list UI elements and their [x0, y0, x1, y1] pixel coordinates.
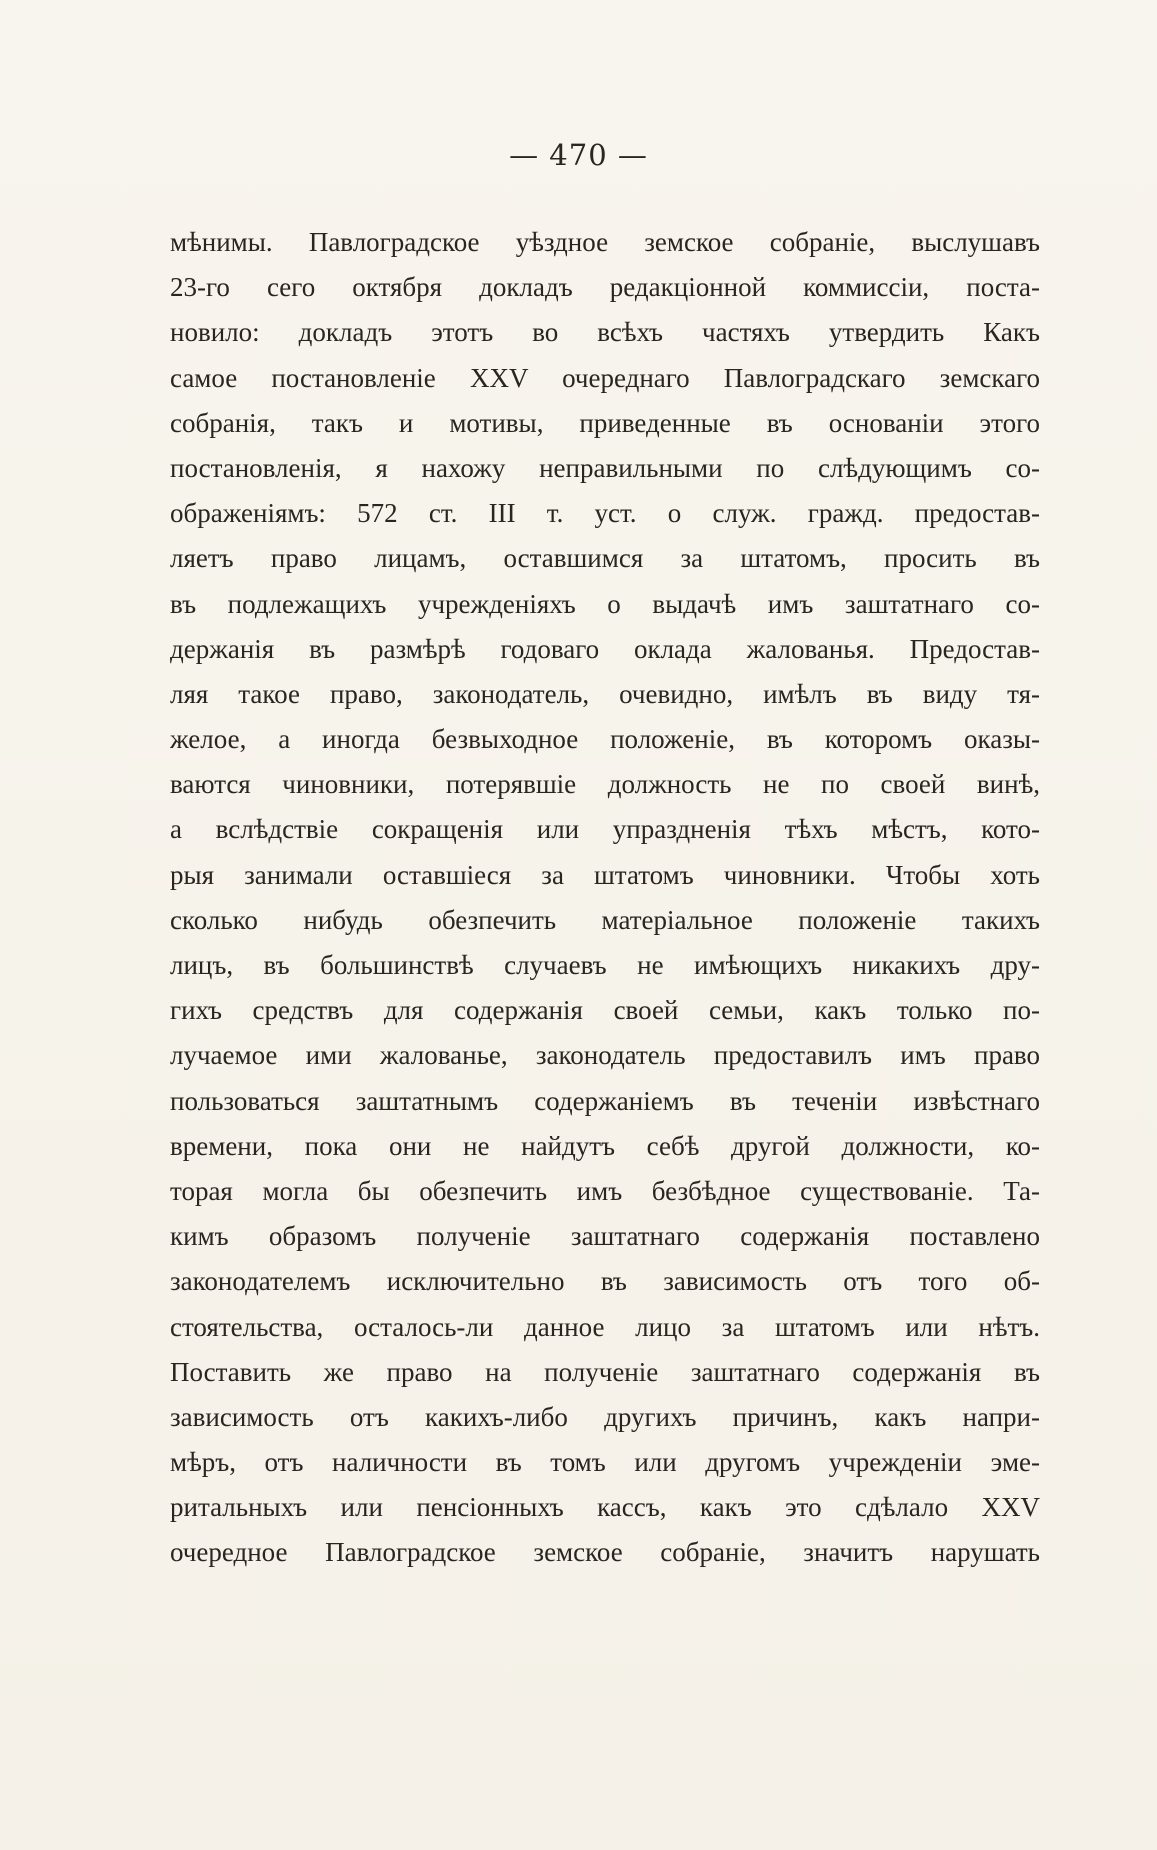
text-line: Поставить же право на полученіе заштатнаго содержанія въ	[170, 1356, 1040, 1387]
text-line: 23-го сего октября докладъ редакціонной коммиссіи, поста-	[170, 272, 1040, 303]
text-line: въ подлежащихъ учрежденіяхъ о выдачѣ имъ заштатнаго со-	[170, 588, 1040, 619]
text-line: самое постановленіе XXV очереднаго Павлоградскаго земскаго	[170, 362, 1040, 393]
text-line: кимъ образомъ полученіе заштатнаго содержанія поставлено	[170, 1221, 1040, 1252]
text-line: ваются чиновники, потерявшіе должность не по своей винѣ,	[170, 769, 1040, 800]
text-line: желое, а иногда безвыходное положеніе, въ которомъ оказы-	[170, 724, 1040, 755]
text-line: ритальныхъ или пенсіонныхъ кассъ, какъ это сдѣлало XXV	[170, 1492, 1040, 1523]
text-line: сколько нибудь обезпечить матеріальное положеніе такихъ	[170, 904, 1040, 935]
text-line: новило: докладъ этотъ во всѣхъ частяхъ утвердить Какъ	[170, 317, 1040, 348]
text-line: зависимость отъ какихъ-либо другихъ причинъ, какъ напри-	[170, 1401, 1040, 1432]
text-line: очередное Павлоградское земское собраніе, значитъ нарушать	[170, 1537, 1040, 1568]
text-line: мѣнимы. Павлоградское уѣздное земское собраніе, выслушавъ	[170, 227, 1040, 257]
text-line: пользоваться заштатнымъ содержаніемъ въ теченіи извѣстнаго	[170, 1085, 1040, 1116]
text-line: законодателемъ исключительно въ зависимость отъ того об-	[170, 1266, 1040, 1297]
page-number: — 470 —	[509, 138, 648, 172]
body-text	[170, 220, 1040, 1576]
text-line: стоятельства, осталось-ли данное лицо за штатомъ или нѣтъ.	[170, 1311, 1040, 1342]
text-line: а вслѣдствіе сокращенія или упраздненія тѣхъ мѣстъ, кото-	[170, 814, 1040, 845]
text-line: ляетъ право лицамъ, оставшимся за штатомъ, просить въ	[170, 543, 1040, 574]
text-line: времени, пока они не найдутъ себѣ другой должности, ко-	[170, 1130, 1040, 1161]
text-line: постановленія, я нахожу неправильными по слѣдующимъ со-	[170, 452, 1040, 483]
text-line: гихъ средствъ для содержанія своей семьи, какъ только по-	[170, 995, 1040, 1026]
text-line: торая могла бы обезпечить имъ безбѣдное существованіе. Та-	[170, 1175, 1040, 1206]
text-line: собранія, такъ и мотивы, приведенные въ основаніи этого	[170, 407, 1040, 438]
text-line: рыя занимали оставшіеся за штатомъ чиновники. Чтобы хоть	[170, 859, 1040, 890]
text-line: ображеніямъ: 572 ст. III т. уст. о служ. гражд. предостав-	[170, 498, 1040, 529]
text-line: лучаемое ими жалованье, законодатель предоставилъ имъ право	[170, 1040, 1040, 1071]
text-line: ляя такое право, законодатель, очевидно, имѣлъ въ виду тя-	[170, 678, 1040, 709]
text-line: мѣръ, отъ наличности въ томъ или другомъ учрежденіи эме-	[170, 1447, 1040, 1478]
text-line: лицъ, въ большинствѣ случаевъ не имѣющихъ никакихъ дру-	[170, 950, 1040, 980]
text-line: держанія въ размѣрѣ годоваго оклада жалованья. Предостав-	[170, 633, 1040, 664]
